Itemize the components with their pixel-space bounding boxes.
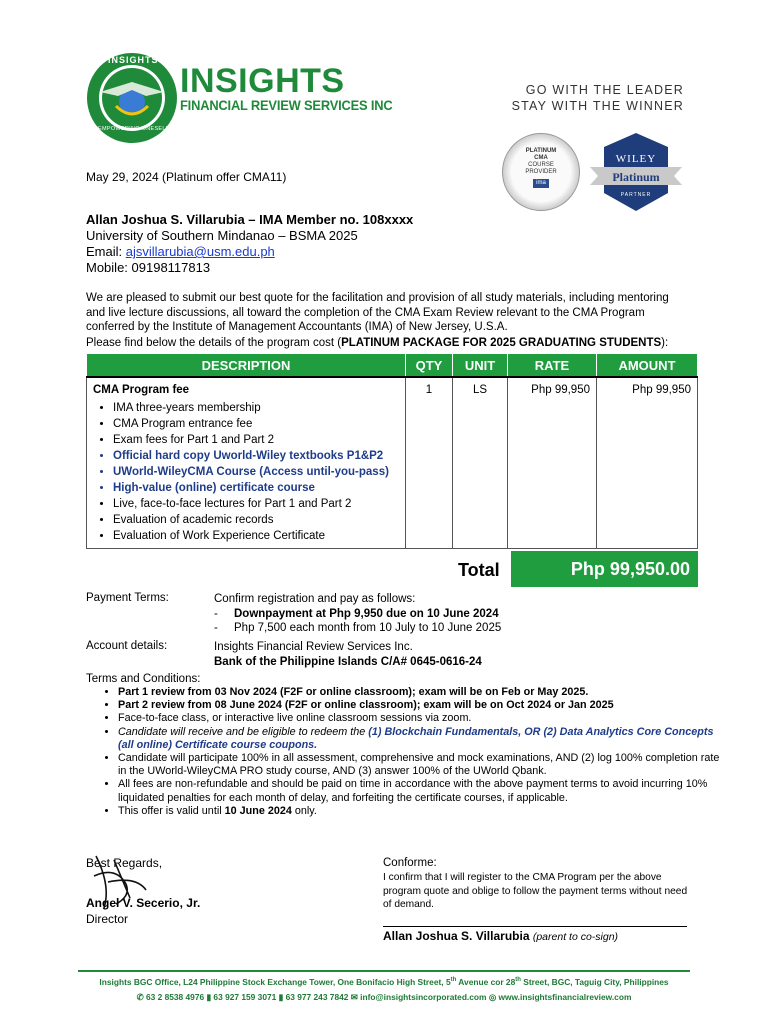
header-qty: QTY bbox=[406, 354, 453, 378]
header-amount: AMOUNT bbox=[597, 354, 698, 378]
ima-platinum-badge bbox=[502, 133, 580, 211]
phone-2: 63 927 159 3071 bbox=[213, 992, 277, 1002]
slogan-line-2: STAY WITH THE WINNER bbox=[511, 99, 684, 113]
account-line-1: Insights Financial Review Services Inc. bbox=[214, 641, 413, 653]
inclusions-list bbox=[93, 400, 399, 544]
payment-monthly: Php 7,500 each month from 10 July to 10 June 2025 bbox=[234, 622, 502, 634]
description-cell bbox=[87, 377, 406, 549]
dash-1: - bbox=[214, 607, 218, 620]
best-regards: Best Regards, bbox=[86, 856, 163, 870]
payment-terms-label: Payment Terms: bbox=[86, 592, 169, 604]
ima-badge-line3: COURSE bbox=[528, 162, 554, 168]
payment-line-2 bbox=[214, 607, 501, 622]
wiley-ribbon: Platinum bbox=[612, 170, 660, 184]
recipient-mobile: Mobile: 09198117813 bbox=[86, 260, 211, 275]
term-5: • Candidate will participate 100% in all assessment, comprehensive and mock examinations, AND (2) log 100% completion rate in the UWorld-WileyCMA PRO study course, AND (3) answer 100% of the UWorld Qbank. bbox=[118, 752, 728, 778]
term-6: • All fees are non-refundable and should be paid on time in accordance with the above payment terms to avoid incurring 10% liquidated penalties for each month of delay, and forfeiting the certificate courses, if applicable. bbox=[118, 778, 728, 804]
inclusion-item: • Evaluation of academic records bbox=[113, 512, 399, 528]
conforme-signer bbox=[383, 929, 618, 943]
recipient-email-link[interactable]: ajsvillarubia@usm.edu.ph bbox=[125, 244, 275, 259]
dash-2: - bbox=[214, 622, 218, 634]
footer-divider bbox=[78, 970, 690, 972]
mobile-icon: ▮ bbox=[206, 992, 212, 1002]
payment-terms-body bbox=[214, 592, 501, 636]
brand-name: INSIGHTS bbox=[180, 62, 345, 100]
address-sup-2: th bbox=[515, 977, 521, 984]
ima-badge-line4: PROVIDER bbox=[525, 169, 557, 175]
term-4 bbox=[118, 726, 728, 752]
ima-badge-line2: CMA bbox=[534, 155, 548, 161]
intro-cost-pre: Please find below the details of the program cost ( bbox=[86, 337, 342, 349]
term-2: • Part 2 review from 08 June 2024 (F2F or online classroom); exam will be on Oct 2024 or Jan 2025 bbox=[118, 699, 728, 712]
brand-subtitle: FINANCIAL REVIEW SERVICES INC bbox=[180, 97, 393, 113]
term-4-italic: Candidate will receive and be eligible to redeem the bbox=[118, 725, 369, 738]
intro-paragraph: We are pleased to submit our best quote for the facilitation and provision of all study materials, including mentoring and live lecture discussions, all toward the completion of the CMA Exam Review relevant to the CMA Program conferred by the Institute of Management Accountants (IMA) of New Jersey, U.S.A. bbox=[86, 292, 669, 333]
phone-1: 63 2 8538 4976 bbox=[145, 992, 205, 1002]
table-row bbox=[87, 377, 698, 549]
account-details-body bbox=[214, 640, 482, 669]
amount-cell: Php 99,950 bbox=[597, 377, 698, 549]
fee-title: CMA Program fee bbox=[93, 384, 190, 396]
account-line-2: Bank of the Philippine Islands C/A# 0645-0616-24 bbox=[214, 655, 482, 668]
payment-downpayment: Downpayment at Php 9,950 due on 10 June 2024 bbox=[234, 607, 499, 620]
address-sup-1: th bbox=[450, 977, 457, 984]
recipient-email-line bbox=[86, 244, 275, 259]
qty-cell: 1 bbox=[406, 377, 453, 549]
address-mid: Avenue cor 28 bbox=[456, 977, 516, 987]
header-description: DESCRIPTION bbox=[87, 354, 406, 378]
term-7 bbox=[118, 805, 728, 818]
letter-date: May 29, 2024 (Platinum offer CMA11) bbox=[86, 170, 287, 184]
footer-website[interactable]: www.insightsfinancialreview.com bbox=[498, 992, 632, 1002]
inclusion-item: • Live, face-to-face lectures for Part 1 and Part 2 bbox=[113, 496, 399, 512]
address-post: Street, BGC, Taguig City, Philippines bbox=[520, 977, 669, 987]
term-7-date: 10 June 2024 bbox=[224, 804, 292, 817]
wiley-partner: PARTNER bbox=[620, 192, 652, 198]
mail-icon: ✉ bbox=[350, 992, 358, 1002]
phone-icon: ✆ bbox=[136, 992, 144, 1002]
payment-line-1: Confirm registration and pay as follows: bbox=[214, 593, 416, 605]
rate-cell: Php 99,950 bbox=[508, 377, 597, 549]
intro-cost-line bbox=[86, 336, 686, 351]
mobile-icon: ▮ bbox=[278, 992, 284, 1002]
logo-ring-top-text: INSIGHTS bbox=[108, 55, 159, 65]
footer-address bbox=[0, 977, 768, 987]
recipient-name: Allan Joshua S. Villarubia – IMA Member no. 108xxxx bbox=[86, 212, 414, 227]
header-rate: RATE bbox=[508, 354, 597, 378]
phone-3: 63 977 243 7842 bbox=[285, 992, 349, 1002]
footer-email[interactable]: info@insightsincorporated.com bbox=[360, 992, 487, 1002]
conforme-name: Allan Joshua S. Villarubia bbox=[383, 929, 530, 943]
slogan-line-1: GO WITH THE LEADER bbox=[525, 83, 684, 97]
term-3: • Face-to-face class, or interactive live online classroom sessions via zoom. bbox=[118, 712, 728, 725]
term-7-pre: This offer is valid until bbox=[118, 804, 225, 817]
inclusion-item: • UWorld-WileyCMA Course (Access until-you-pass) bbox=[113, 464, 399, 480]
conforme-signature-line bbox=[383, 926, 687, 927]
total-value: Php 99,950.00 bbox=[511, 551, 698, 587]
conforme-title: Conforme: bbox=[383, 857, 437, 869]
conforme-note: (parent to co-sign) bbox=[532, 931, 619, 943]
terms-title: Terms and Conditions: bbox=[86, 673, 201, 685]
table-header-row bbox=[87, 354, 698, 378]
intro-cost-post: ): bbox=[661, 337, 669, 349]
program-cost-table bbox=[86, 353, 698, 549]
term-1: • Part 1 review from 03 Nov 2024 (F2F or online classroom); exam will be on Feb or May 2025. bbox=[118, 686, 728, 699]
globe-icon: ◎ bbox=[488, 992, 497, 1002]
unit-cell: LS bbox=[453, 377, 508, 549]
email-label: Email: bbox=[86, 244, 126, 259]
footer-contacts bbox=[0, 992, 768, 1002]
logo-ring-bottom-text: EMPOWERING ONESELF bbox=[98, 126, 170, 132]
term-4-bold: (1) Blockchain Fundamentals, OR (2) Data Analytics Core Concepts (all online) Certificate course coupons. bbox=[118, 725, 714, 751]
ima-badge-logo: ima bbox=[533, 179, 549, 188]
conforme-text: I confirm that I will register to the CMA Program per the above program quote and oblige to follow the payment terms without need of demand. bbox=[383, 872, 688, 910]
total-label: Total bbox=[458, 560, 500, 580]
inclusion-item: • High-value (online) certificate course bbox=[113, 480, 399, 496]
inclusion-item: • CMA Program entrance fee bbox=[113, 416, 399, 432]
intro-cost-package: PLATINUM PACKAGE FOR 2025 GRADUATING STUDENTS bbox=[341, 337, 662, 349]
ima-badge-line1: PLATINUM bbox=[525, 148, 557, 154]
inclusion-item: • Exam fees for Part 1 and Part 2 bbox=[113, 432, 399, 448]
signatory-title: Director bbox=[86, 912, 129, 926]
terms-list bbox=[86, 686, 728, 818]
account-details-label: Account details: bbox=[86, 640, 168, 652]
signatory-name: Angel V. Secerio, Jr. bbox=[86, 896, 201, 910]
inclusion-item: • Official hard copy Uworld-Wiley textbooks P1&P2 bbox=[113, 448, 399, 464]
inclusion-item: • IMA three-years membership bbox=[113, 400, 399, 416]
wiley-brand: WILEY bbox=[615, 153, 657, 165]
term-7-post: only. bbox=[291, 804, 317, 817]
inclusion-item: • Evaluation of Work Experience Certificate bbox=[113, 528, 399, 544]
header-unit: UNIT bbox=[453, 354, 508, 378]
address-pre: Insights BGC Office, L24 Philippine Stock Exchange Tower, One Bonifacio High Street, 5 bbox=[99, 977, 451, 987]
recipient-school: University of Southern Mindanao – BSMA 2025 bbox=[86, 228, 358, 243]
payment-line-3 bbox=[214, 621, 501, 636]
